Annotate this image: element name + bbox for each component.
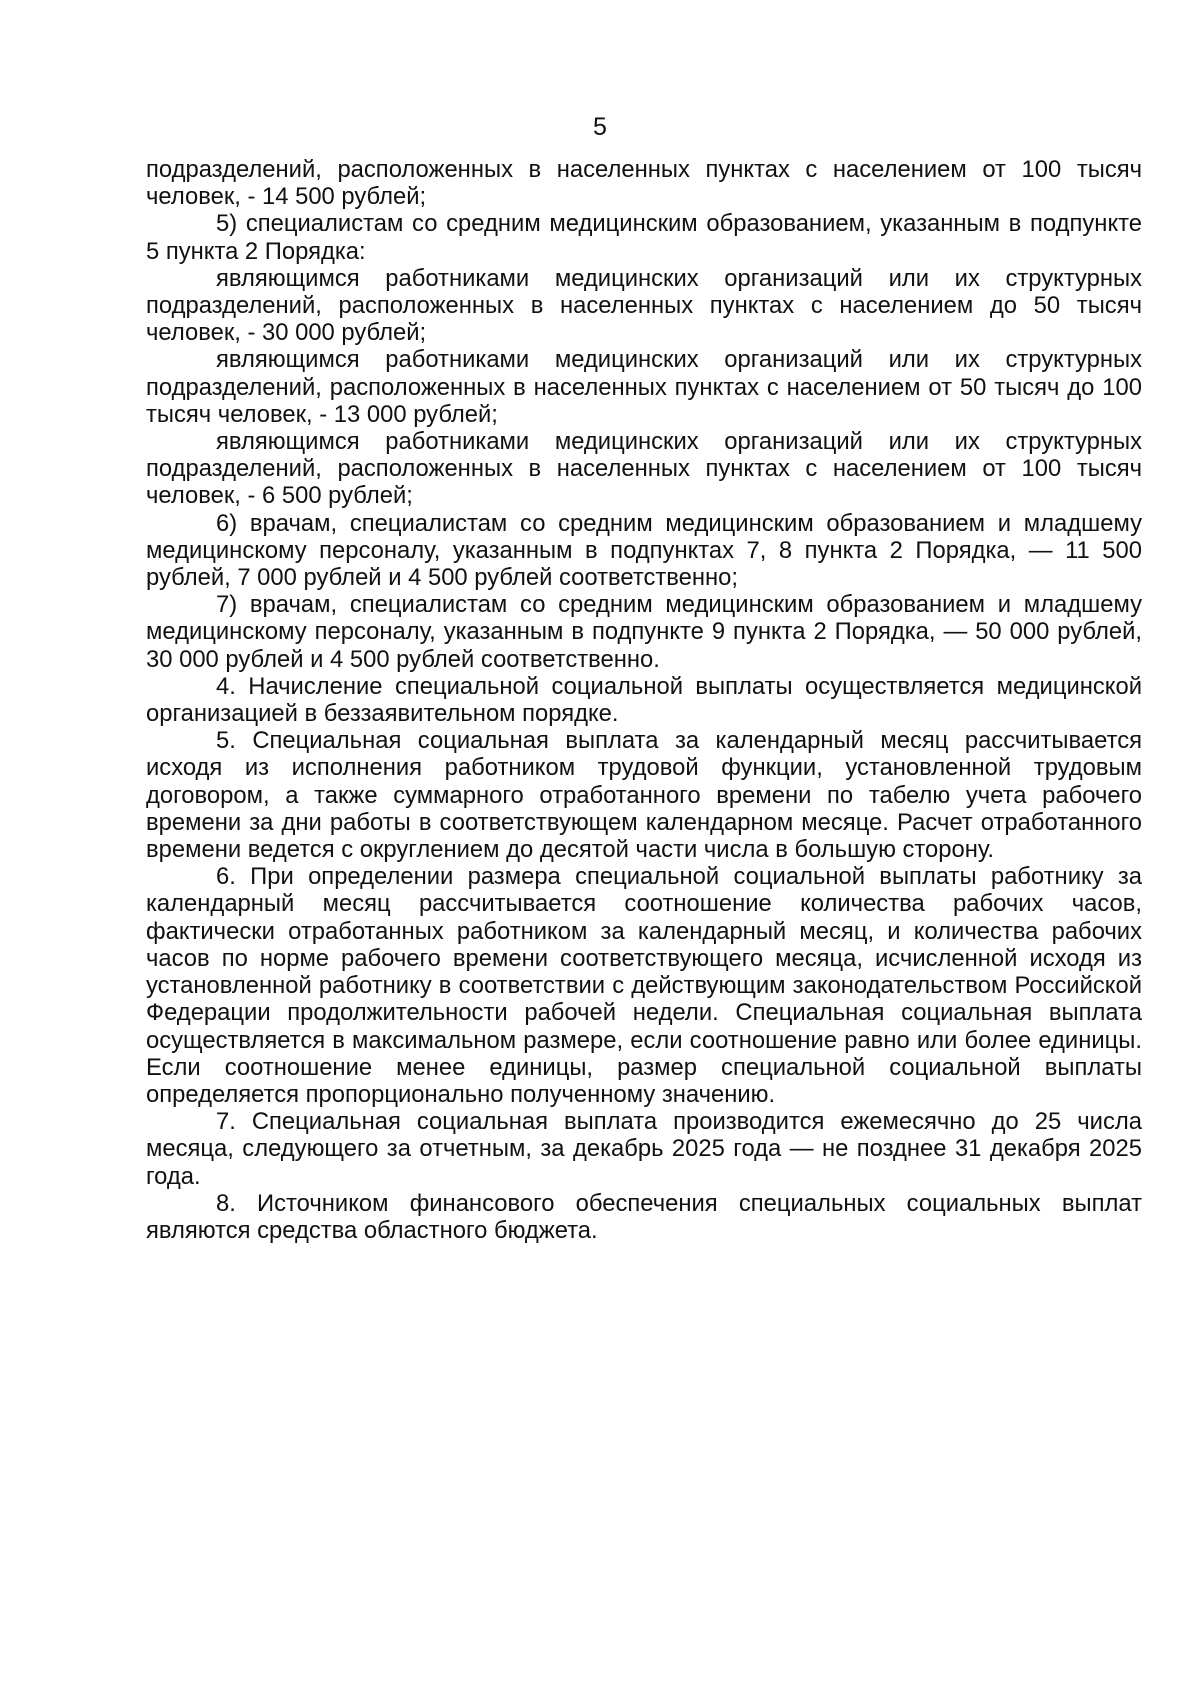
paragraph-10: 6. При определении размера специальной социальной выплаты работнику за календарный месяц рассчитывается соотношение количества рабочих часов, фактически отработанных работником за календарный месяц, и количества рабочих часов по норме рабочего времени соответствующего месяца, исчисленной исходя из установленной работнику в соответствии с действующим законодательством Российской Федерации продолжительности рабочей недели. Специальная социальная выплата осуществляется в максимальном размере, если соотношение равно или более единицы. Если соотношение менее единицы, размер специальной социальной выплаты определяется пропорционально полученному значению. xyxy=(146,863,1142,1108)
paragraph-8: 4. Начисление специальной социальной выплаты осуществляется медицинской организацией в беззаявительном порядке. xyxy=(146,672,1142,728)
paragraph-9: 5. Специальная социальная выплата за календарный месяц рассчитывается исходя из исполнения работником трудовой функции, установленной трудовым договором, а также суммарного отработанного времени по табелю учета рабочего времени за дни работы в соответствующем календарном месяце. Расчет отработанного времени ведется с округлением до десятой части числа в большую сторону. xyxy=(146,727,1142,864)
paragraph-11: 7. Специальная социальная выплата производится ежемесячно до 25 числа месяца, следующего за отчетным, за декабрь 2025 года — не позднее 31 декабря 2025 года. xyxy=(146,1108,1142,1190)
page-number: 5 xyxy=(593,113,607,141)
paragraph-1: подразделений, расположенных в населенных пунктах с населением от 100 тысяч человек, - 14 500 рублей; xyxy=(146,156,1142,211)
document-body xyxy=(146,156,1142,1244)
paragraph-2: 5) специалистам со средним медицинским образованием, указанным в подпункте 5 пункта 2 Порядка: xyxy=(146,210,1142,265)
paragraph-7: 7) врачам, специалистам со средним медицинским образованием и младшему медицинскому персоналу, указанным в подпункте 9 пункта 2 Порядка, — 50 000 рублей, 30 000 рублей и 4 500 рублей соответственно. xyxy=(146,591,1142,673)
paragraph-6: 6) врачам, специалистам со средним медицинским образованием и младшему медицинскому персоналу, указанным в подпунктах 7, 8 пункта 2 Порядка, — 11 500 рублей, 7 000 рублей и 4 500 рублей соответственно; xyxy=(146,509,1142,592)
paragraph-3: являющимся работниками медицинских организаций или их структурных подразделений, расположенных в населенных пунктах с населением до 50 тысяч человек, - 30 000 рублей; xyxy=(146,264,1142,347)
paragraph-5: являющимся работниками медицинских организаций или их структурных подразделений, расположенных в населенных пунктах с населением от 100 тысяч человек, - 6 500 рублей; xyxy=(146,428,1142,510)
paragraph-4: являющимся работниками медицинских организаций или их структурных подразделений, расположенных в населенных пунктах с населением от 50 тысяч до 100 тысяч человек, - 13 000 рублей; xyxy=(146,346,1142,428)
paragraph-12: 8. Источником финансового обеспечения специальных социальных выплат являются средства областного бюджета. xyxy=(146,1189,1142,1244)
